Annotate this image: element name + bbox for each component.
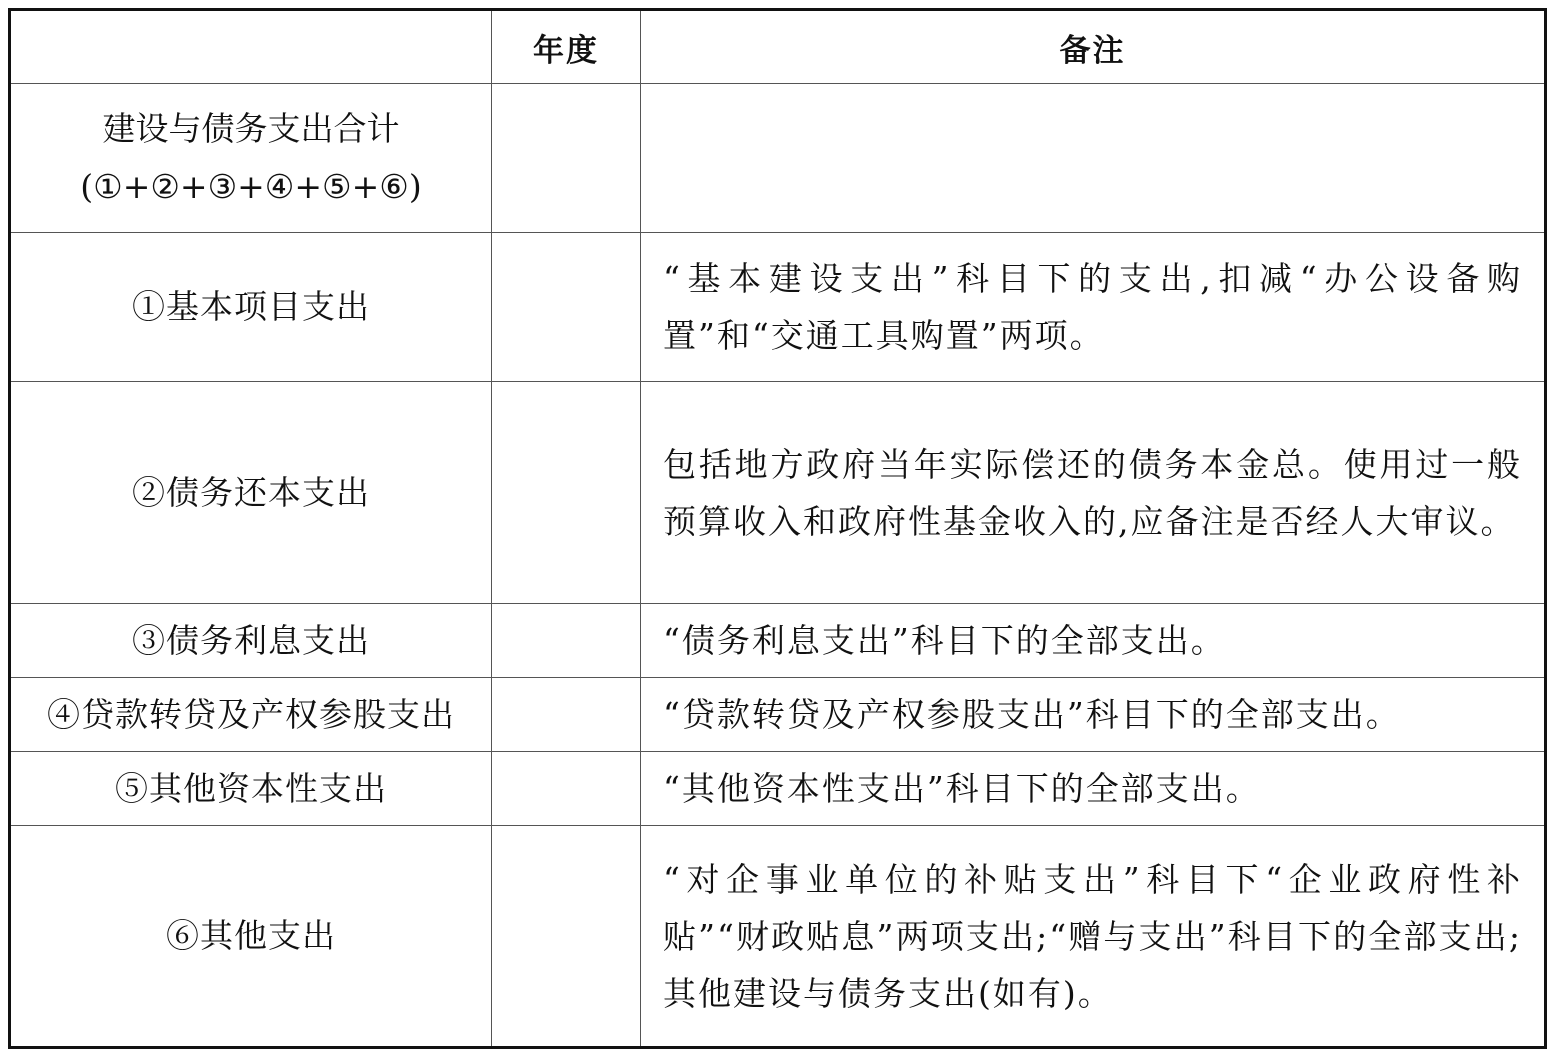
row-item-formula: (①+②+③+④+⑤+⑥): [80, 167, 422, 206]
row-item-cell: ⑥其他支出: [10, 826, 492, 1048]
row-year-cell: [492, 678, 641, 752]
row-note-cell: “其他资本性支出”科目下的全部支出。: [641, 752, 1546, 826]
row-item-cell: ④贷款转贷及产权参股支出: [10, 678, 492, 752]
table-row: [10, 826, 1546, 1048]
row-year-cell: [492, 752, 641, 826]
row-item-cell: [10, 84, 492, 233]
row-year-cell: [492, 604, 641, 678]
table-row: [10, 382, 1546, 604]
row-note-cell: 包括地方政府当年实际偿还的债务本金总。使用过一般预算收入和政府性基金收入的,应备注是否经人大审议。: [641, 382, 1546, 604]
row-item-title: 建设与债务支出合计: [102, 109, 400, 148]
row-year-cell: [492, 382, 641, 604]
table-row: [10, 678, 1546, 752]
row-item-cell: ①基本项目支出: [10, 233, 492, 382]
table-row: [10, 752, 1546, 826]
table-row-total: [10, 84, 1546, 233]
row-item-cell: ⑤其他资本性支出: [10, 752, 492, 826]
row-note-cell: “基本建设支出”科目下的支出,扣减“办公设备购置”和“交通工具购置”两项。: [641, 233, 1546, 382]
expenditure-table: [8, 8, 1547, 1049]
row-item-cell: ②债务还本支出: [10, 382, 492, 604]
row-year-cell: [492, 826, 641, 1048]
table-row: [10, 233, 1546, 382]
table-row: [10, 604, 1546, 678]
row-note-cell: [641, 84, 1546, 233]
row-note-cell: “对企事业单位的补贴支出”科目下“企业政府性补贴”“财政贴息”两项支出;“赠与支出”科目下的全部支出;其他建设与债务支出(如有)。: [641, 826, 1546, 1048]
row-item-cell: ③债务利息支出: [10, 604, 492, 678]
row-note-cell: “债务利息支出”科目下的全部支出。: [641, 604, 1546, 678]
row-year-cell: [492, 84, 641, 233]
header-item: [10, 10, 492, 84]
row-note-cell: “贷款转贷及产权参股支出”科目下的全部支出。: [641, 678, 1546, 752]
header-row: [10, 10, 1546, 84]
row-year-cell: [492, 233, 641, 382]
header-year: 年度: [492, 10, 641, 84]
header-note: 备注: [641, 10, 1546, 84]
